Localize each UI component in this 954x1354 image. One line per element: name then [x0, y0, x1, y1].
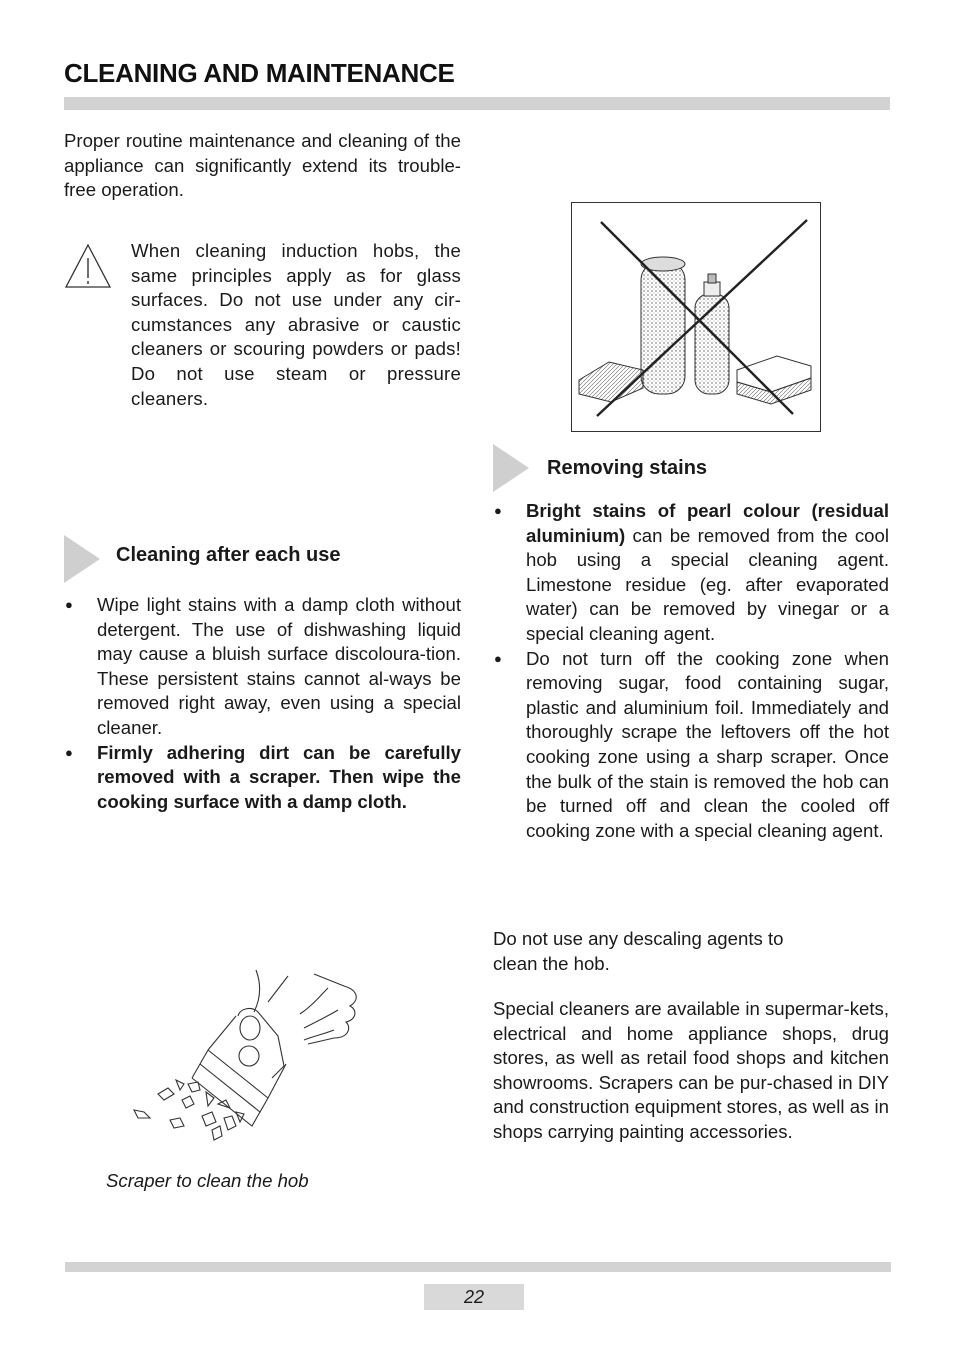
special-cleaners-paragraph — [493, 997, 889, 1145]
cleaning-after-use-heading: Cleaning after each use — [116, 544, 341, 566]
section-arrow-icon — [493, 444, 529, 492]
descaling-note — [493, 927, 833, 976]
scraper-caption: Scraper to clean the hob — [106, 1170, 309, 1191]
title-rule — [64, 97, 890, 110]
intro-paragraph — [64, 129, 461, 203]
removing-stains-heading: Removing stains — [547, 457, 708, 479]
bullet-text: can be removed from the cool hob using a special cleaning agent. Limestone residue (eg. after evaporated water) can be removed by vinegar or a special cleaning agent. — [526, 524, 889, 644]
list-item: ● Wipe light stains with a damp cloth without detergent. The use of dishwashing liquid may cause a bluish surface discoloura-tion. These persistent stains cannot al-ways be removed right away, even using a special cleaner. — [65, 593, 461, 741]
descaling-text: Do not use any descaling agents to clean the hob. — [493, 928, 784, 974]
scraper-illustration — [128, 966, 364, 1144]
page-number: 22 — [424, 1284, 524, 1310]
special-cleaners-text: Special cleaners are available in supermar-kets, electrical and home appliance shops, drug stores, as well as retail food shops and kitchen showrooms. Scrapers can be pur-chased in DIY and construction equipment stores, as well as in shops carrying painting accessories. — [493, 998, 889, 1142]
warning-paragraph — [131, 239, 461, 411]
intro-text: Proper routine maintenance and cleaning of the appliance can significantly extend its trouble-free operation. — [64, 130, 461, 201]
page-title: CLEANING AND MAINTENANCE — [64, 58, 455, 88]
footer-rule — [65, 1262, 891, 1272]
list-item: ● Firmly adhering dirt can be carefully removed with a scraper. Then wipe the cooking surface with a damp cloth. — [65, 741, 461, 815]
warning-icon — [64, 242, 112, 290]
section-arrow-icon — [64, 535, 100, 583]
list-item: ● Do not turn off the cooking zone when removing sugar, food containing sugar, plastic and aluminium foil. Immediately and thoroughly scrape the leftovers off the hot cooking zone using a sharp scraper. Once the bulk of the stain is removed the hob can be turned off and clean the cooled off cooking zone with a special cleaning agent. — [494, 647, 889, 844]
removing-stains-list — [494, 499, 889, 843]
bullet-bold-text: Bright stains of pearl colour (residual aluminium) — [526, 500, 889, 546]
cleaning-after-use-list — [65, 593, 461, 814]
list-item — [494, 499, 889, 647]
no-abrasive-cleaners-illustration — [571, 202, 821, 432]
warning-text: When cleaning induction hobs, the same principles apply as for glass surfaces. Do not use under any cir-cumstances any abrasive or caustic cleaners or scouring powders or pads! Do not use steam or pressure cleaners. — [131, 240, 461, 409]
